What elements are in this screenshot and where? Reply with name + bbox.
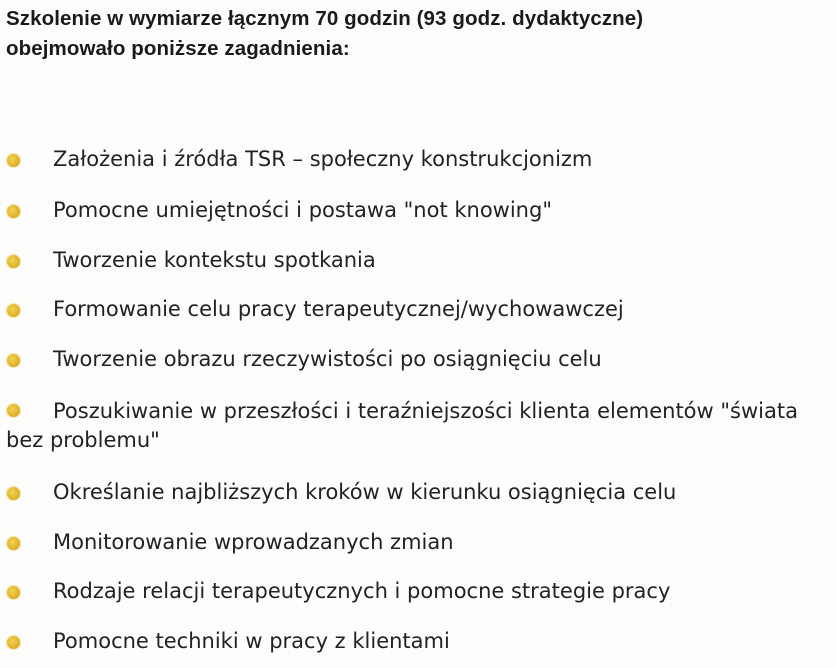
heading-line-2: obejmowało poniższe zagadnienia: [6, 37, 350, 60]
bullet-icon [7, 255, 20, 268]
list-item-text: Założenia i źródła TSR – społeczny konstrukcjonizm [53, 147, 593, 171]
list-item-text: Rodzaje relacji terapeutycznych i pomocne strategie pracy [53, 579, 671, 603]
bullet-icon [7, 537, 20, 550]
bullet-icon [7, 354, 20, 367]
heading-line-1: Szkolenie w wymiarze łącznym 70 godzin (93 godz. dydaktyczne) [6, 7, 644, 30]
list-item-text: Tworzenie kontekstu spotkania [53, 248, 376, 272]
list-item-text: Monitorowanie wprowadzanych zmian [53, 530, 454, 554]
bullet-icon [7, 304, 20, 317]
list-item-text: Poszukiwanie w przeszłości i teraźniejszości klienta elementów "świata bez problemu" [6, 399, 798, 452]
bullet-icon [7, 487, 20, 500]
list-item-text: Pomocne umiejętności i postawa "not knowing" [53, 198, 552, 222]
bullet-icon [7, 154, 20, 167]
bullet-icon [7, 586, 20, 599]
bullet-icon [7, 636, 20, 649]
list-item-text: Pomocne techniki w pracy z klientami [53, 629, 450, 653]
list-item-text: Tworzenie obrazu rzeczywistości po osiągnięciu celu [53, 347, 602, 371]
list-item-text: Formowanie celu pracy terapeutycznej/wychowawczej [53, 297, 624, 321]
bullet-icon [7, 205, 20, 218]
list-item-text: Określanie najbliższych kroków w kierunku osiągnięcia celu [53, 480, 677, 504]
